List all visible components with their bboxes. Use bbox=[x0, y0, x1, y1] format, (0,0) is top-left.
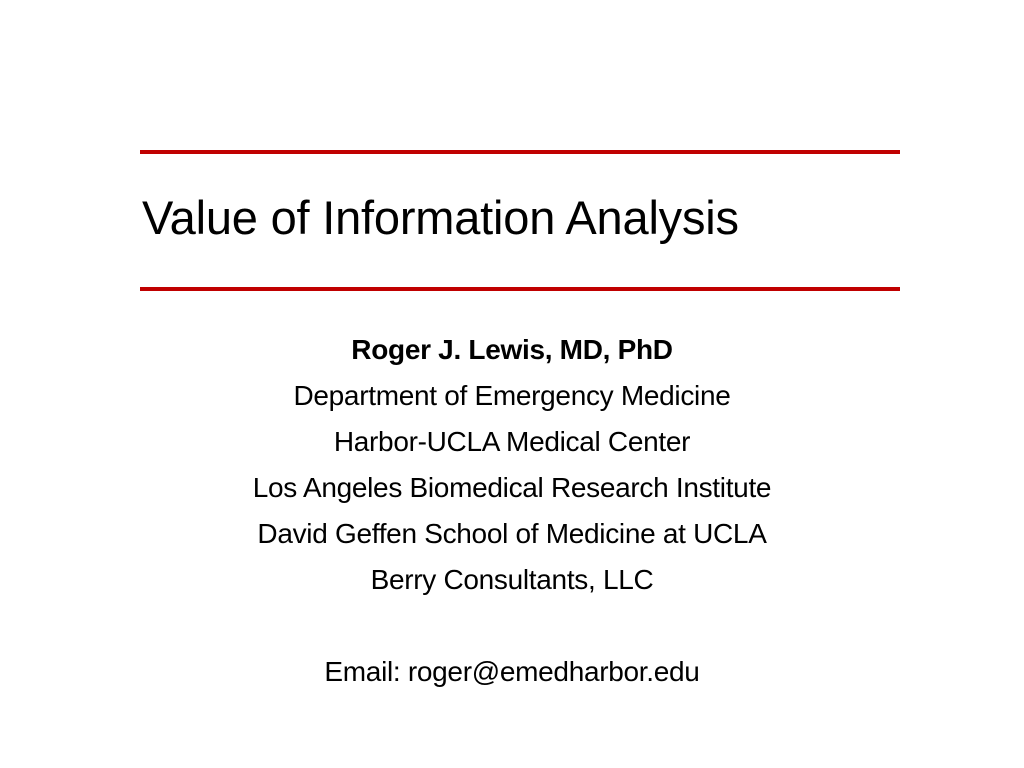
affiliation-department: Department of Emergency Medicine bbox=[293, 380, 731, 411]
affiliation-school-of-medicine: David Geffen School of Medicine at UCLA bbox=[257, 518, 767, 549]
affiliation-consultants: Berry Consultants, LLC bbox=[370, 564, 654, 595]
slide-subtitle bbox=[0, 327, 1024, 695]
title-bottom-rule bbox=[140, 287, 900, 291]
author-name: Roger J. Lewis, MD, PhD bbox=[351, 334, 673, 365]
blank-line bbox=[0, 603, 1024, 649]
author-email: Email: roger@emedharbor.edu bbox=[324, 656, 700, 687]
affiliation-medical-center: Harbor-UCLA Medical Center bbox=[333, 426, 691, 457]
slide-title: Value of Information Analysis bbox=[142, 191, 739, 244]
affiliation-research-institute: Los Angeles Biomedical Research Institute bbox=[252, 472, 772, 503]
title-top-rule bbox=[140, 150, 900, 154]
